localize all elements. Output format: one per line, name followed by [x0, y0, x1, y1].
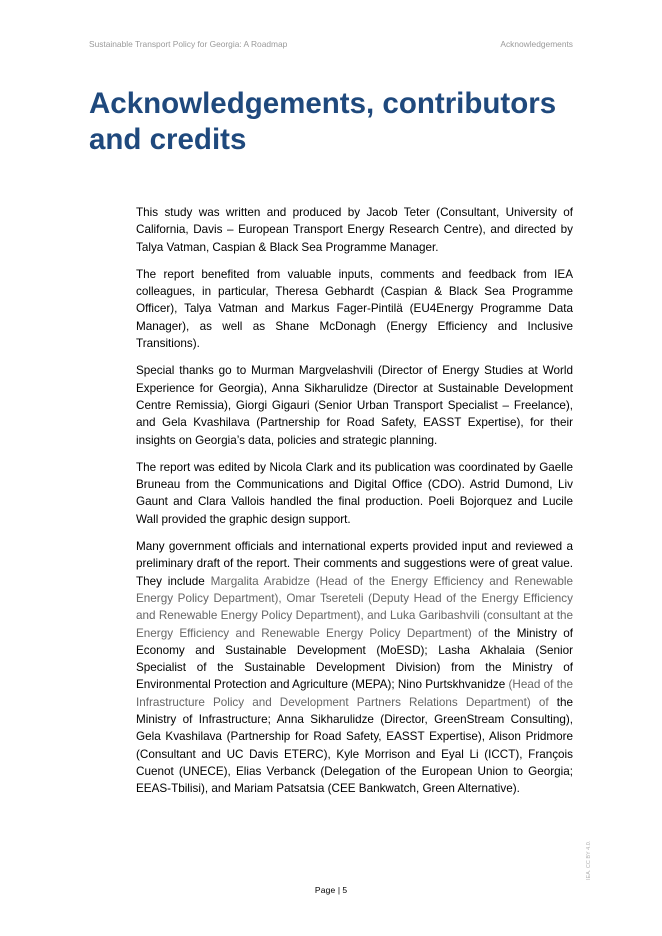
reviewers-moesd-mepa: the Ministry of Economy and Sustainable Development (MoESD); Lasha Akhalaia (Senior Specialist of the Sustainable Development Division) from the Ministry of Environmental Protection and Agriculture (MEPA); Nino Purtskhvanidze — [136, 626, 573, 692]
paragraph-reviewers — [136, 538, 573, 797]
reviewers-intro: Many government officials and international experts provided input and reviewed a preliminary draft of the report. Their comments and suggestions were of great value. They include — [136, 540, 573, 588]
page-label: Page — [314, 885, 336, 895]
paragraph-special-thanks: Special thanks go to Murman Margvelashvili (Director of Energy Studies at World Experience for Georgia), Anna Sikharulidze (Director at Sustainable Development Centre Remissia), Giorgi Gigauri (Senior Urban Transport Specialist – Freelance), and Gela Kvashilava (Partnership for Road Safety, EASST Expertise), for their insights on Georgia’s data, policies and strategic planning. — [136, 364, 573, 447]
paragraph-authors: This study was written and produced by Jacob Teter (Consultant, University of California, Davis – European Transport Energy Research Centre), and directed by Talya Vatman, Caspian & Black Sea Programme Manager. — [136, 206, 573, 254]
license-note: IEA. CC BY 4.0. — [586, 840, 592, 880]
page-title: Acknowledgements, contributors and credits — [89, 87, 557, 156]
running-header-title: Sustainable Transport Policy for Georgia: A Roadmap — [89, 39, 288, 49]
running-header-section: Acknowledgements — [500, 39, 573, 49]
reviewers-others: the Ministry of Infrastructure; Anna Sikharulidze (Director, GreenStream Consulting), Gela Kvashilava (Partnership for Road Safety, EASST Expertise), Alison Pridmore (Consultant and UC Davis ETERC), Kyle Morrison and Eyal Li (ICCT), François Cuenot (UNECE), Elias Verbanck (Delegation of the European Union to Georgia; EEAS-Tbilisi), and Mariam Patsatsia (CEE Bankwatch, Green Alternative). — [136, 695, 573, 796]
paragraph-iea-colleagues: The report benefited from valuable inputs, comments and feedback from IEA colleagues, in particular, Theresa Gebhardt (Caspian & Black Sea Programme Officer), Talya Vatman and Markus Fager-Pintilä (EU4Energy Programme Data Manager), as well as Shane McDonagh (Energy Efficiency and Inclusive Transitions). — [136, 267, 573, 351]
page-number: 5 — [342, 885, 348, 895]
reviewers-moesd-officials: Margalita Arabidze (Head of the Energy Efficiency and Renewable Energy Policy Department), Omar Tsereteli (Deputy Head of the Energy Efficiency and Renewable Energy Policy Department), and Luka Garibashvili (consultant at the Energy Efficiency and Renewable Energy Policy Department) of — [136, 574, 573, 640]
page-footer — [0, 885, 662, 895]
body-text — [136, 204, 573, 808]
reviewers-infrastructure-dept: (Head of the Infrastructure Policy and Development Partners Relations Department) of — [136, 678, 573, 709]
paragraph-editing-production: The report was edited by Nicola Clark and its publication was coordinated by Gaelle Bruneau from the Communications and Digital Office (CDO). Astrid Dumond, Liv Gaunt and Clara Vallois handled the final production. Poeli Bojorquez and Lucile Wall provided the graphic design support. — [136, 460, 573, 526]
page-separator: | — [335, 885, 343, 895]
